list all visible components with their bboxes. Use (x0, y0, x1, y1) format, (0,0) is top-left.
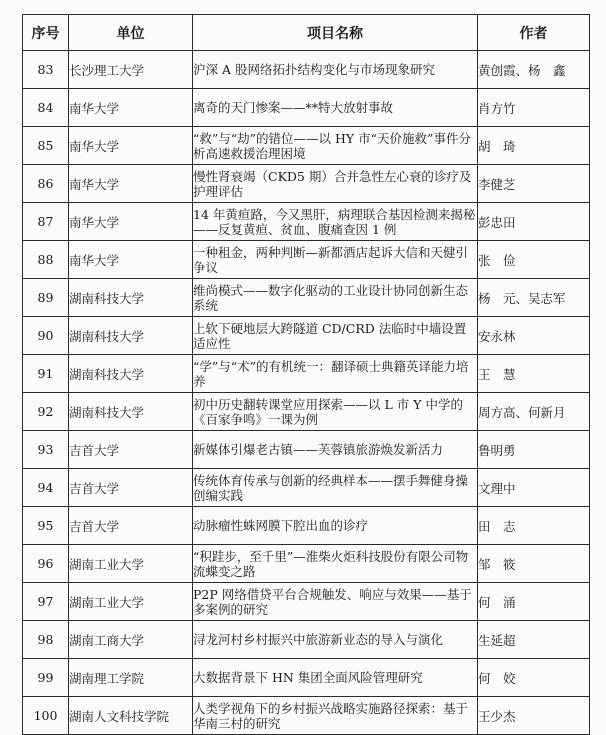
serial-no-cell: 90 (23, 317, 69, 355)
author-cell: 王 慧 (478, 355, 590, 393)
project-title-cell: 慢性肾衰竭（CKD5 期）合并急性左心衰的诊疗及护理评估 (193, 165, 478, 203)
serial-no-cell: 92 (23, 393, 69, 431)
serial-no-cell: 83 (23, 51, 69, 89)
project-title-cell: 动脉瘤性蛛网膜下腔出血的诊疗 (193, 507, 478, 545)
serial-no-cell: 97 (23, 583, 69, 621)
serial-no-cell: 100 (23, 697, 69, 735)
unit-cell: 南华大学 (69, 89, 193, 127)
project-title-cell: 维尚模式——数字化驱动的工业设计协同创新生态系统 (193, 279, 478, 317)
unit-cell: 湖南科技大学 (69, 317, 193, 355)
serial-no-cell: 86 (23, 165, 69, 203)
table-row (23, 355, 590, 393)
serial-no-cell: 93 (23, 431, 69, 469)
table-row (23, 431, 590, 469)
author-cell: 安永林 (478, 317, 590, 355)
author-cell: 文理中 (478, 469, 590, 507)
table-row (23, 545, 590, 583)
author-cell: 王少杰 (478, 697, 590, 735)
unit-cell: 湖南科技大学 (69, 393, 193, 431)
table-row (23, 583, 590, 621)
table-row (23, 621, 590, 659)
table-row (23, 469, 590, 507)
unit-cell: 吉首大学 (69, 431, 193, 469)
table-row (23, 279, 590, 317)
serial-no-cell: 91 (23, 355, 69, 393)
project-title-cell: 新媒体引爆老古镇——芙蓉镇旅游焕发新活力 (193, 431, 478, 469)
header-unit: 单位 (69, 15, 193, 51)
author-cell: 杨 元、吴志军 (478, 279, 590, 317)
table-row (23, 659, 590, 697)
unit-cell: 湖南理工学院 (69, 659, 193, 697)
table-row (23, 203, 590, 241)
project-title-cell: 传统体育传承与创新的经典样本——摆手舞健身操创编实践 (193, 469, 478, 507)
project-title-cell: 沪深 A 股网络拓扑结构变化与市场现象研究 (193, 51, 478, 89)
table-row (23, 89, 590, 127)
author-cell: 周方高、何新月 (478, 393, 590, 431)
serial-no-cell: 87 (23, 203, 69, 241)
author-cell: 胡 琦 (478, 127, 590, 165)
project-title-cell: “救”与“劫”的错位——以 HY 市“天价施救”事件分析高速救援治理困境 (193, 127, 478, 165)
unit-cell: 长沙理工大学 (69, 51, 193, 89)
project-title-cell: 离奇的天门惨案——**特大放射事故 (193, 89, 478, 127)
serial-no-cell: 89 (23, 279, 69, 317)
unit-cell: 湖南工业大学 (69, 583, 193, 621)
author-cell: 生延超 (478, 621, 590, 659)
project-title-cell: 14 年黄疸路，今又黑肝，病理联合基因检测来揭秘——反复黄疸、贫血、腹痛查因 1 例 (193, 203, 478, 241)
project-title-cell: 大数据背景下 HN 集团全面风险管理研究 (193, 659, 478, 697)
author-cell: 彭忠田 (478, 203, 590, 241)
serial-no-cell: 96 (23, 545, 69, 583)
table-row (23, 393, 590, 431)
table-row (23, 507, 590, 545)
header-project-title: 项目名称 (193, 15, 478, 51)
unit-cell: 南华大学 (69, 127, 193, 165)
project-title-cell: P2P 网络借贷平台合规触发、响应与效果——基于多案例的研究 (193, 583, 478, 621)
unit-cell: 南华大学 (69, 203, 193, 241)
table-body (23, 51, 590, 735)
table-row (23, 697, 590, 735)
unit-cell: 湖南工商大学 (69, 621, 193, 659)
project-title-cell: “积跬步，至千里”—淮柴火炬科技股份有限公司物流蝶变之路 (193, 545, 478, 583)
unit-cell: 吉首大学 (69, 507, 193, 545)
unit-cell: 南华大学 (69, 165, 193, 203)
unit-cell: 湖南人文科技学院 (69, 697, 193, 735)
header-row (23, 15, 590, 51)
project-title-cell: 人类学视角下的乡村振兴战略实施路径探索：基于华南三村的研究 (193, 697, 478, 735)
author-cell: 黄创霞、杨 鑫 (478, 51, 590, 89)
author-cell: 田 志 (478, 507, 590, 545)
project-title-cell: “学”与“术”的有机统一：翻译硕士典籍英译能力培养 (193, 355, 478, 393)
serial-no-cell: 99 (23, 659, 69, 697)
table-row (23, 165, 590, 203)
project-title-cell: 浔龙河村乡村振兴中旅游新业态的导入与演化 (193, 621, 478, 659)
serial-no-cell: 95 (23, 507, 69, 545)
author-cell: 鲁明勇 (478, 431, 590, 469)
header-author: 作者 (478, 15, 590, 51)
project-title-cell: 初中历史翻转课堂应用探索——以 L 市 Y 中学的《百家争鸣》一课为例 (193, 393, 478, 431)
serial-no-cell: 98 (23, 621, 69, 659)
project-title-cell: 一种租金，两种判断—新都酒店起诉大信和天健引争议 (193, 241, 478, 279)
serial-no-cell: 84 (23, 89, 69, 127)
author-cell: 何 姣 (478, 659, 590, 697)
serial-no-cell: 88 (23, 241, 69, 279)
table-row (23, 127, 590, 165)
table-row (23, 241, 590, 279)
unit-cell: 湖南科技大学 (69, 279, 193, 317)
project-table (22, 14, 590, 735)
table-row (23, 317, 590, 355)
serial-no-cell: 85 (23, 127, 69, 165)
author-cell: 邹 筱 (478, 545, 590, 583)
author-cell: 张 俭 (478, 241, 590, 279)
project-title-cell: 上软下硬地层大跨隧道 CD/CRD 法临时中墙设置适应性 (193, 317, 478, 355)
unit-cell: 吉首大学 (69, 469, 193, 507)
table-row (23, 51, 590, 89)
author-cell: 李健芝 (478, 165, 590, 203)
serial-no-cell: 94 (23, 469, 69, 507)
author-cell: 何 涌 (478, 583, 590, 621)
author-cell: 肖方竹 (478, 89, 590, 127)
unit-cell: 湖南科技大学 (69, 355, 193, 393)
unit-cell: 湖南工业大学 (69, 545, 193, 583)
unit-cell: 南华大学 (69, 241, 193, 279)
header-serial-no: 序号 (23, 15, 69, 51)
